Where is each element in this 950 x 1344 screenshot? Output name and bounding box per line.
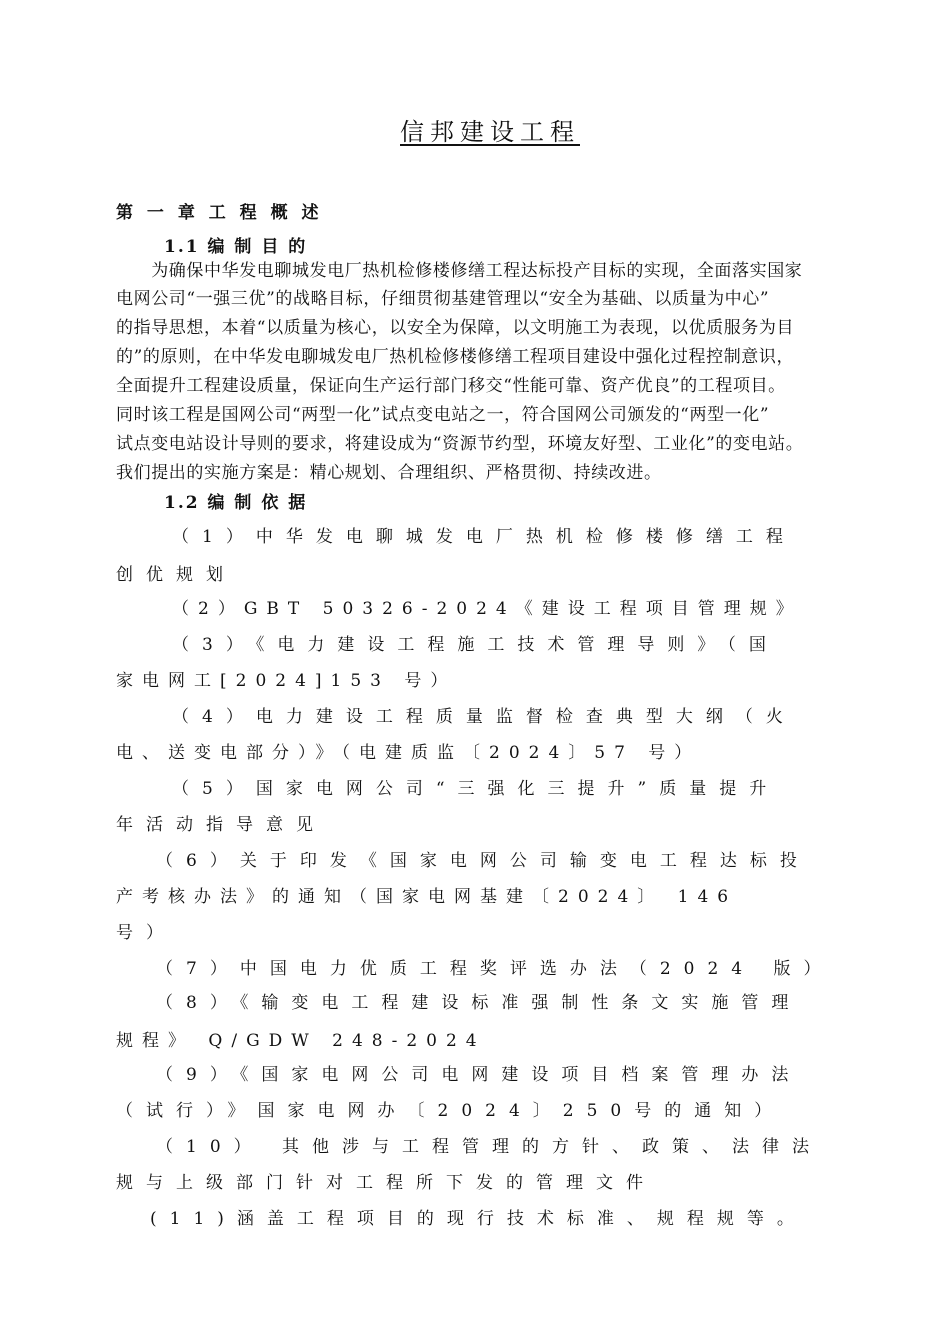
paragraph-line: 全面提升工程建设质量，保证向生产运行部门移交“性能可靠、资产优良”的工程项目。 [116,376,786,396]
basis-item-6: （6）关于印发《国家电网公司输变电工程达标投 [156,851,810,871]
basis-item-6-cont: 产考核办法》的通知（国家电网基建〔2024〕 146 [116,887,738,907]
paragraph-line: 同时该工程是国网公司“两型一化”试点变电站之一，符合国网公司颁发的“两型一化” [116,405,770,425]
basis-item-6-end: 号） [116,923,176,943]
basis-item-2: （2）GBT 50326-2024《建设工程项目管理规》 [172,599,802,619]
paragraph-line: 我们提出的实施方案是：精心规划、合理组织、严格贯彻、持续改进。 [116,463,662,483]
basis-item-10-cont: 规与上级部门针对工程所下发的管理文件 [116,1173,656,1193]
basis-item-5-cont: 年活动指导意见 [116,815,326,835]
basis-item-10: （10） 其他涉与工程管理的方针、政策、法律法 [156,1137,823,1157]
chapter-heading: 第 一 章 工 程 概 述 [116,203,323,223]
section-heading-1-2: 1.2 编 制 依 据 [164,493,308,513]
basis-item-3-cont: 家电网工[2024]153 号） [116,671,457,691]
basis-item-9-cont: （试行）》国家电网办〔2024〕250号的通知） [116,1101,785,1121]
basis-item-1-cont: 创优规划 [116,565,236,585]
paragraph-line: 试点变电站设计导则的要求，将建设成为“资源节约型，环境友好型、工业化”的变电站。 [116,434,804,454]
basis-item-3: （3）《电力建设工程施工技术管理导则》（国 [172,635,779,655]
paragraph-line: 的”的原则，在中华发电聊城发电厂热机检修楼修缮工程项目建设中强化过程控制意识， [116,347,795,367]
basis-item-4: （4）电力建设工程质量监督检查典型大纲（火 [172,707,796,727]
basis-item-8-cont: 规程》 Q/GDW 248-2024 [116,1031,486,1051]
basis-item-9: （9）《国家电网公司电网建设项目档案管理办法 [156,1065,802,1085]
paragraph-line: 为确保中华发电聊城发电厂热机检修楼修缮工程达标投产目标的实现，全面落实国家 [116,261,803,281]
basis-item-8: （8）《输变电工程建设标准强制性条文实施管理 [156,993,802,1013]
document-title-text: 信邦建设工程 [400,118,580,146]
basis-item-11: (11)涵盖工程项目的现行技术标准、规程规等。 [150,1209,807,1229]
paragraph-line: 的指导思想，本着“以质量为核心，以安全为保障，以文明施工为表现，以优质服务为目 [116,318,795,338]
basis-item-5: （5）国家电网公司“三强化三提升”质量提升 [172,779,780,799]
document-title [0,112,950,147]
basis-item-7: （7）中国电力优质工程奖评选办法（2024 版） [156,959,834,979]
basis-item-1: （1）中华发电聊城发电厂热机检修楼修缮工程 [172,527,796,547]
paragraph-line: 电网公司“一强三优”的战略目标，仔细贯彻基建管理以“安全为基础、以质量为中心” [116,289,770,309]
section-heading-1-1: 1.1 编 制 目 的 [164,237,308,257]
basis-item-4-cont: 电、送变电部分）》（电建质监〔2024〕57 号） [116,743,701,763]
